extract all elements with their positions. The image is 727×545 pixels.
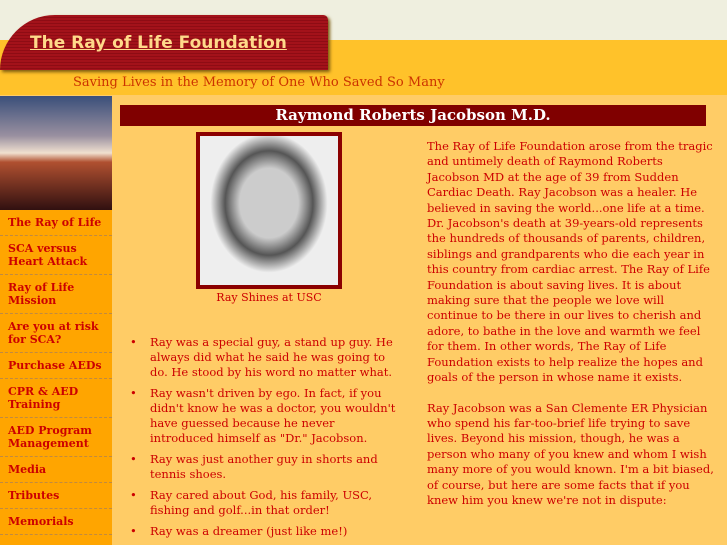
nav-mission[interactable]: Ray of Life Mission [0,275,112,314]
nav-memorials[interactable]: Memorials [0,509,112,535]
nav-the-ray-of-life[interactable]: The Ray of Life [0,210,112,236]
list-item: • Ray cared about God, his family, USC, fishing and golf...in that order! [130,488,400,518]
photo-caption: Ray Shines at USC [216,291,322,304]
list-item: • Ray was a dreamer (just like me!) [130,524,400,539]
intro-text [427,139,717,523]
site-logo[interactable]: The Ray of Life Foundation [30,33,287,53]
nav-purchase-aeds[interactable]: Purchase AEDs [0,353,112,379]
nav-tributes[interactable]: Tributes [0,483,112,509]
sidebar-nav [0,210,112,545]
list-item: • Ray was a special guy, a stand up guy. He always did what he said he was going to do. He stood by his word no matter what. [130,335,400,380]
nav-program-management[interactable]: AED Program Management [0,418,112,457]
nav-media[interactable]: Media [0,457,112,483]
paragraph: Ray Jacobson was a San Clemente ER Physician who spend his far-too-brief life trying to save lives. Beyond his mission, though, he was a person who many of you knew and whom I wish many more of you would known. I'm a bit biased, of course, but here are some facts that if you knew him you knew we're not in dispute: [427,400,714,507]
paragraph: The Ray of Life Foundation arose from the tragic and untimely death of Raymond Roberts Jacobson MD at the age of 39 from Sudden Cardiac Death. Ray Jacobson was a healer. He believed in saving the world...one life at a time. Dr. Jacobson's death at 39-years-old represents the hundreds of thousands of parents, children, siblings and grandparents who die each year in this country from cardiac arrest. The Ray of Life Foundation is about saving lives. It is about making sure that the people we love will continue to be there in our lives to cherish and adore, to bathe in the love and warmth we feel for them. In other words, The Ray of Life Foundation exists to help realize the hopes and goals of the person in whose name it exists. [427,139,713,385]
nav-risk[interactable]: Are you at risk for SCA? [0,314,112,353]
nav-training[interactable]: CPR & AED Training [0,379,112,418]
list-item: • Ray was just another guy in shorts and tennis shoes. [130,452,400,482]
sunset-image [0,96,112,210]
tagline: Saving Lives in the Memory of One Who Saved So Many [73,75,445,90]
page-title: Raymond Roberts Jacobson M.D. [120,105,706,126]
list-item: • Ray wasn't driven by ego. In fact, if you didn't know he was a doctor, you wouldn't have guessed because he never introduced himself as "Dr." Jacobson. [130,386,400,446]
nav-sca-vs-heart-attack[interactable]: SCA versus Heart Attack [0,236,112,275]
facts-list [130,335,400,545]
portrait-photo [196,132,342,289]
